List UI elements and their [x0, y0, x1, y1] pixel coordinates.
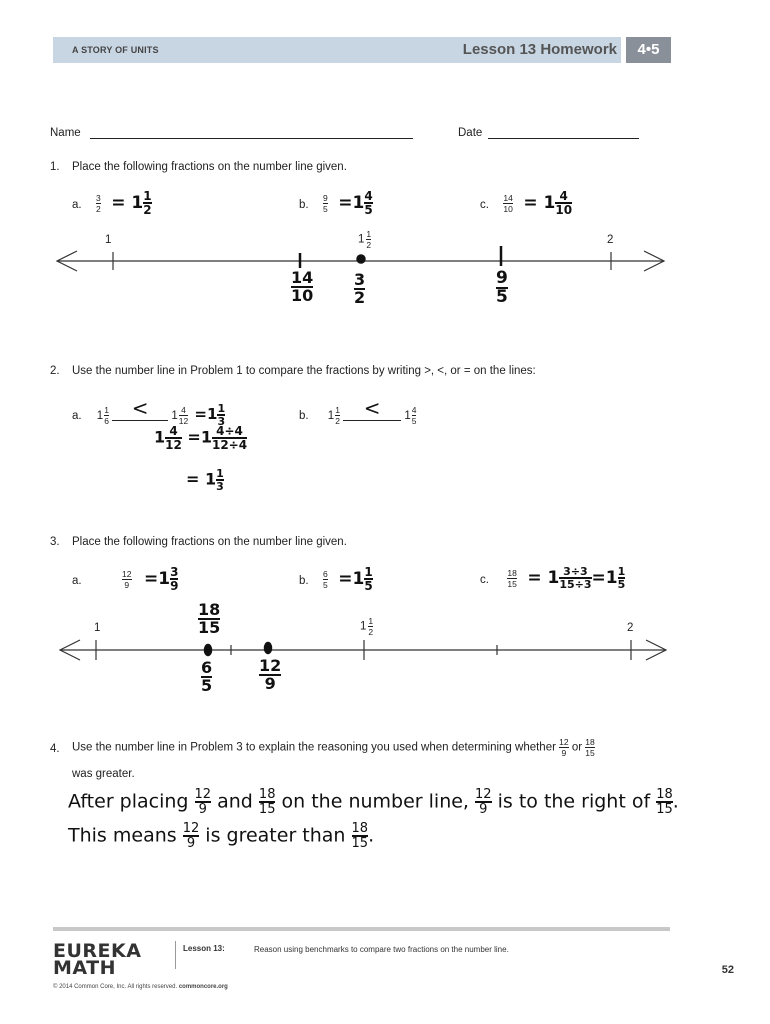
lesson-title: Lesson 13 Homework: [462, 41, 617, 58]
footer-site-link[interactable]: commoncore.org: [178, 984, 228, 990]
p2-number: 2.: [50, 365, 60, 377]
number-line-3: [60, 640, 666, 660]
p3-mark-label: $\frac{6}{5}$: [201, 658, 213, 695]
p1-b-fraction: $\frac{9}{5}$: [323, 193, 328, 215]
p2-a-label: a.: [72, 410, 82, 422]
p4-answer-line-1: After placing $\frac{12}{9}$ and $\frac{18}{15}$ on the number line, $\frac{12}{9}$ is to the right of $\frac{18}{15}$ .: [68, 787, 679, 817]
footer-separator: [175, 941, 176, 969]
p2-a-work: 1 $\frac{4}{12}$ =1 $\frac{4\div 4}{12\div 4}$: [154, 424, 248, 452]
nl3-tick-2: 2: [627, 622, 634, 634]
p1-a-label: a.: [72, 199, 82, 211]
footer-description: Reason using benchmarks to compare two fractions on the number line.: [254, 945, 509, 954]
p3-b: b. $\frac{6}{5}$ =1 $\frac{1}{5}$: [299, 565, 373, 593]
nl1-tick-mid: 1 $\frac{1}{2}$: [358, 229, 372, 250]
page-number: 52: [721, 964, 734, 976]
p2-a-work-result: = 1 $\frac{1}{3}$: [186, 467, 224, 493]
p1-b-label: b.: [299, 199, 309, 211]
p1-c-answer: = 1 $\frac{4}{10}$: [523, 189, 573, 217]
p3-c-label: c.: [480, 574, 489, 586]
p2-b-answer-line[interactable]: <: [343, 396, 401, 421]
p4-answer-line-2: This means $\frac{12}{9}$ is greater than $\frac{18}{15}$ .: [68, 821, 375, 851]
footer-rule: [53, 927, 670, 931]
p3-mark-label: $\frac{18}{15}$: [198, 600, 221, 637]
p3-prompt: Place the following fractions on the number line given.: [72, 536, 347, 548]
p2-b: b. 1 $\frac{1}{2}$ < 1 $\frac{4}{5}$: [299, 396, 417, 427]
p2-b-label: b.: [299, 410, 309, 422]
eureka-math-logo: EUREKA MATH: [53, 940, 142, 979]
p1-a-answer: = 1 $\frac{1}{2}$: [111, 189, 152, 217]
grade-badge: 4•5: [626, 37, 671, 63]
p1-c-fraction: $\frac{14}{10}$: [503, 193, 513, 215]
p2-prompt: Use the number line in Problem 1 to compare the fractions by writing >, <, or = on the lines:: [72, 365, 536, 377]
p1-mark-label: $\frac{3}{2}$: [354, 270, 366, 307]
p1-marks: [300, 246, 501, 268]
footer-copyright: © 2014 Common Core, Inc. All rights reserved. commoncore.org: [53, 984, 228, 990]
p1-number: 1.: [50, 161, 60, 173]
p1-b-answer: =1 $\frac{4}{5}$: [338, 189, 373, 217]
nl1-tick-1: 1: [105, 234, 112, 246]
p3-marks: [205, 643, 271, 655]
p4-number: 4.: [50, 743, 60, 755]
p1-prompt: Place the following fractions on the number line given.: [72, 161, 347, 173]
p1-mark-label: $\frac{9}{5}$: [496, 268, 508, 307]
p3-b-label: b.: [299, 575, 309, 587]
p4-prompt: Use the number line in Problem 3 to explain the reasoning you used when determining whether $\frac{12}{9}$ or $\frac{18}{15}$: [72, 737, 595, 758]
p3-number: 3.: [50, 536, 60, 548]
p1-a-fraction: $\frac{3}{2}$: [96, 193, 101, 215]
nl1-tick-2: 2: [607, 234, 614, 246]
p1-mark-label: $\frac{14}{10}$: [291, 268, 314, 305]
nl3-tick-mid: 1 $\frac{1}{2}$: [360, 616, 374, 637]
series-title: A STORY OF UNITS: [72, 45, 159, 55]
p4-prompt-end: was greater.: [72, 768, 135, 780]
p3-a-label: a.: [72, 575, 82, 587]
p3-c: c. $\frac{18}{15}$ = 1 $\frac{3\div 3}{15\div 3}$ =1 $\frac{1}{5}$: [480, 565, 626, 591]
p2-a: a. 1 $\frac{1}{6}$ < 1 $\frac{4}{12}$ =1 $\frac{1}{3}$: [72, 396, 226, 428]
p2-a-answer-line[interactable]: <: [112, 396, 168, 421]
p3-mark-label: $\frac{12}{9}$: [259, 656, 282, 693]
p3-a: a. $\frac{12}{9}$ =1 $\frac{3}{9}$: [72, 565, 179, 593]
date-label: Date: [458, 127, 483, 139]
name-label: Name: [50, 127, 81, 139]
p1-c-label: c.: [480, 199, 489, 211]
footer-lesson-label: Lesson 13:: [183, 944, 225, 953]
nl3-tick-1: 1: [94, 622, 101, 634]
